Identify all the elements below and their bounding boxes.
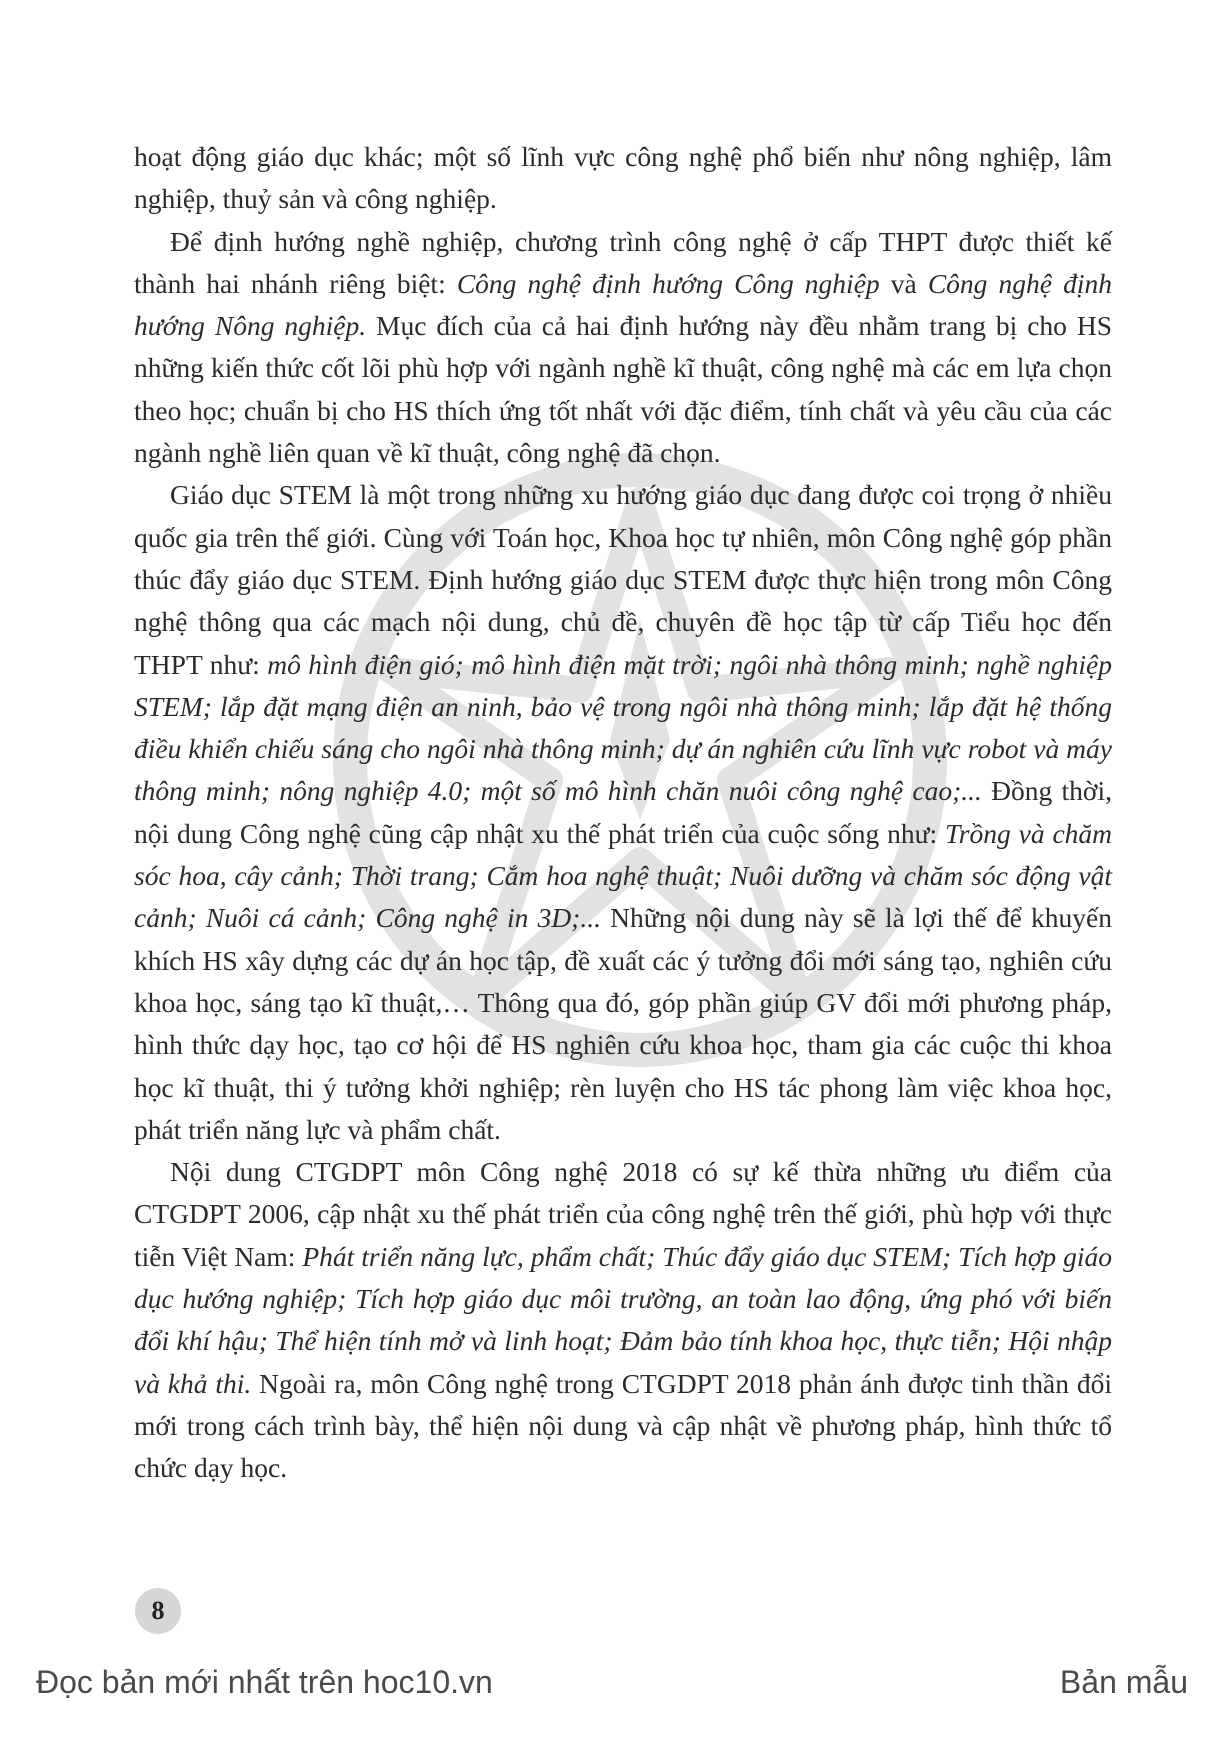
- body-text: [134, 136, 1112, 1490]
- paragraph: [134, 221, 1112, 475]
- italic-text: Công nghệ định hướng Công nghiệp: [456, 267, 880, 299]
- paragraph: [134, 1151, 1112, 1489]
- italic-text: Phát triển năng lực, phẩm chất; Thúc đẩy giáo dục STEM; Tích hợp giáo dục hướng nghiệp; Tích hợp giáo dục môi trường, an toàn lao động, ứng phó với biến đổi khí hậu; Thể hiện tính mở và linh hoạt; Đảm bảo tính khoa học, thực tiễn; Hội nhập và khả thi.: [134, 1240, 1112, 1399]
- footer-sample-label: Bản mẫu: [1059, 1664, 1188, 1700]
- italic-text: mô hình điện gió; mô hình điện mặt trời; ngôi nhà thông minh; nghề nghiệp STEM; lắp đặt mạng điện an ninh, bảo vệ trong ngôi nhà thông minh; lắp đặt hệ thống điều khiển chiếu sáng cho ngôi nhà thông minh; dự án nghiên cứu lĩnh vực robot và máy thông minh; nông nghiệp 4.0; một số mô hình chăn nuôi công nghệ cao;...: [134, 648, 1112, 807]
- text-run: Để định hướng nghề nghiệp, chương trình công nghệ ở cấp THPT được thiết kế thành hai nhánh riêng biệt:: [134, 225, 1112, 299]
- text-run: Mục đích của cả hai định hướng này đều nhằm trang bị cho HS những kiến thức cốt lõi phù hợp với ngành nghề kĩ thuật, công nghệ mà các em lựa chọn theo học; chuẩn bị cho HS thích ứng tốt nhất với đặc điểm, tính chất và yêu cầu của các ngành nghề liên quan về kĩ thuật, công nghệ đã chọn.: [134, 310, 1112, 469]
- text-run: và: [879, 267, 928, 299]
- paragraph: [134, 136, 1112, 221]
- text-run: Giáo dục STEM là một trong những xu hướng giáo dục đang được coi trọng ở nhiều quốc gia trên thế giới. Cùng với Toán học, Khoa học tự nhiên, môn Công nghệ góp phần thúc đẩy giáo dục STEM. Định hướng giáo dục STEM được thực hiện trong môn Công nghệ thông qua các mạch nội dung, chủ đề, chuyên đề học tập từ cấp Tiểu học đến THPT như:: [134, 479, 1112, 680]
- text-run: Ngoài ra, môn Công nghệ trong CTGDPT 2018 phản ánh được tinh thần đổi mới trong cách trình bày, thể hiện nội dung và cập nhật về phương pháp, hình thức tổ chức dạy học.: [134, 1367, 1112, 1484]
- page-number: 8: [135, 1588, 181, 1634]
- footer-source-link[interactable]: Đọc bản mới nhất trên hoc10.vn: [36, 1664, 493, 1700]
- text-run: hoạt động giáo dục khác; một số lĩnh vực công nghệ phổ biến như nông nghiệp, lâm nghiệp, thuỷ sản và công nghiệp.: [134, 141, 1112, 215]
- italic-text: Trồng và chăm sóc hoa, cây cảnh; Thời trang; Cắm hoa nghệ thuật; Nuôi dưỡng và chăm sóc động vật cảnh; Nuôi cá cảnh; Công nghệ in 3D;...: [134, 817, 1113, 934]
- italic-text: Công nghệ định hướng Nông nghiệp.: [134, 267, 1112, 342]
- text-run: Những nội dung này sẽ là lợi thế để khuyến khích HS xây dựng các dự án học tập, đề xuất các ý tưởng đổi mới sáng tạo, nghiên cứu khoa học, sáng tạo kĩ thuật,… Thông qua đó, góp phần giúp GV đổi mới phương pháp, hình thức dạy học, tạo cơ hội để HS nghiên cứu khoa học, tham gia các cuộc thi khoa học kĩ thuật, thi ý tưởng khởi nghiệp; rèn luyện cho HS tác phong làm việc khoa học, phát triển năng lực và phẩm chất.: [134, 902, 1113, 1145]
- paragraph: [134, 474, 1112, 1151]
- text-run: Đồng thời, nội dung Công nghệ cũng cập nhật xu thế phát triển của cuộc sống như:: [134, 775, 1112, 849]
- text-run: Nội dung CTGDPT môn Công nghệ 2018 có sự kế thừa những ưu điểm của CTGDPT 2006, cập nhật xu thế phát triển của công nghệ trên thế giới, phù hợp với thực tiễn Việt Nam:: [134, 1156, 1112, 1272]
